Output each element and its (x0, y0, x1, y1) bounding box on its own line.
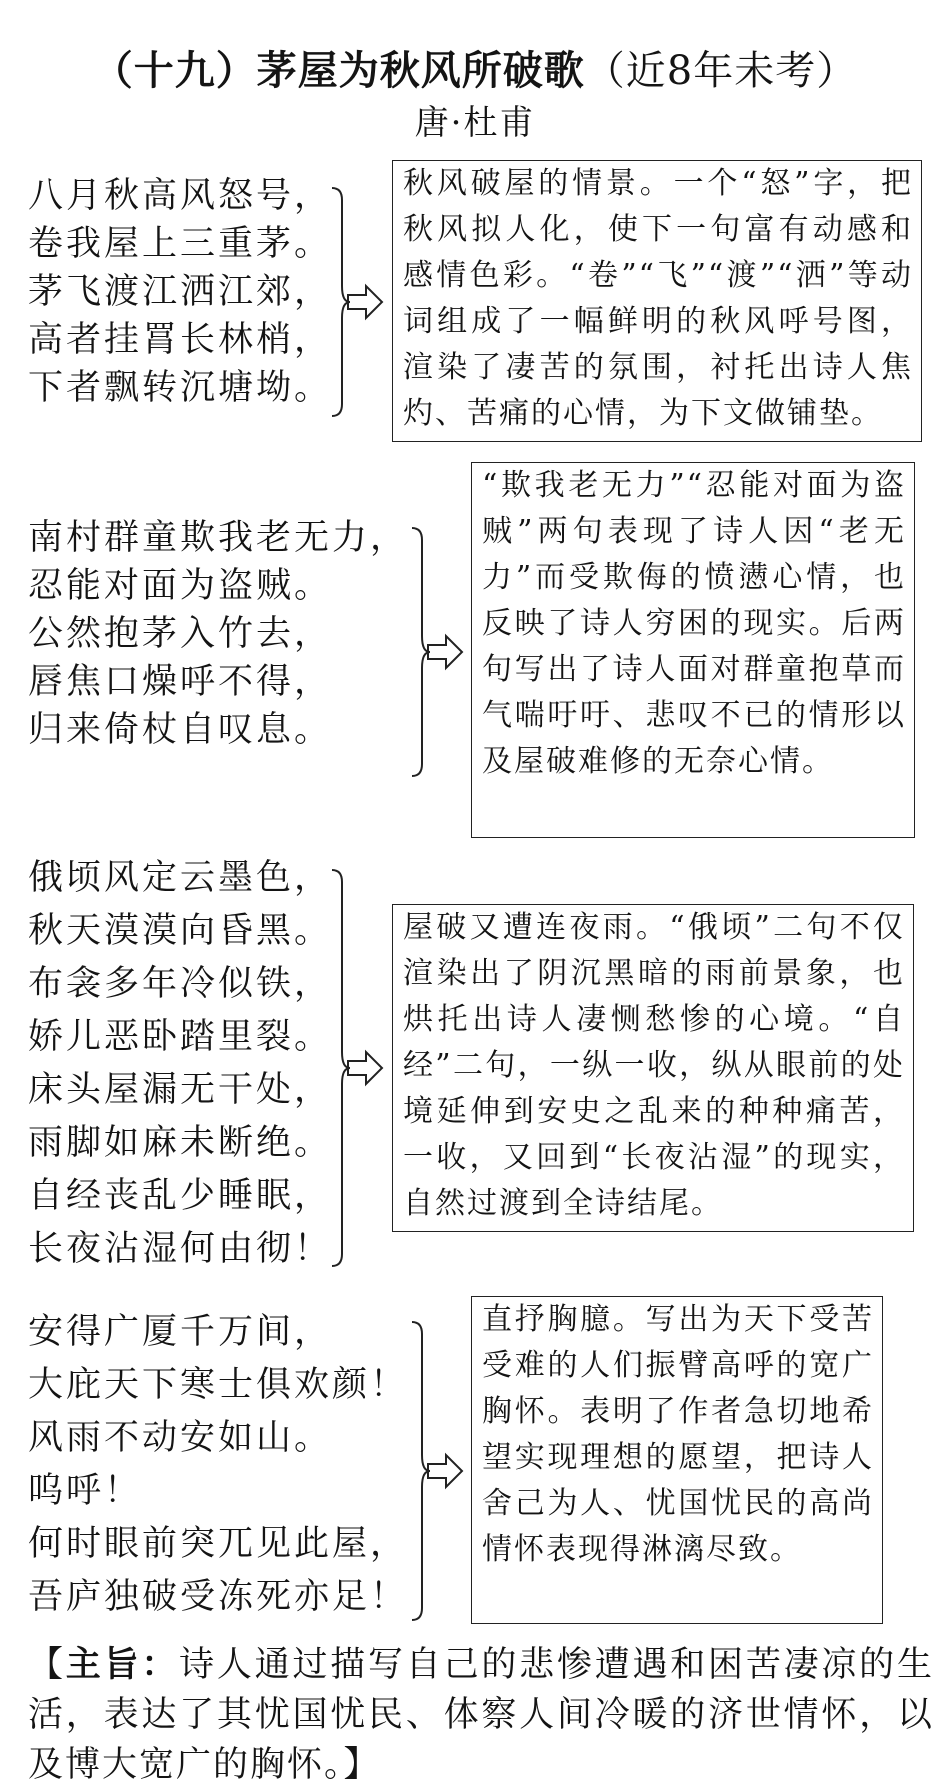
poem-line: 长夜沾湿何由彻！ (28, 1229, 333, 1269)
poem-line: 呜呼！ (28, 1471, 143, 1511)
annotation-box: 秋风破屋的情景。一个“怒”字，把秋风拟人化，使下一句富有动感和感情色彩。“卷”“飞”“渡”“洒”等动词组成了一幅鲜明的秋风呼号图，渲染了凄苦的氛围，衬托出诗人焦灼、苦痛的心情，为下文做铺垫。 (392, 160, 922, 442)
title-note: （近8年未考） (584, 48, 858, 94)
poem-line: 大庇天下寒士俱欢颜！ (28, 1365, 409, 1405)
theme-summary (28, 1640, 934, 1790)
poem-line: 南村群童欺我老无力， (28, 518, 409, 558)
poem-line: 秋天漠漠向昏黑。 (28, 911, 333, 951)
page-title (0, 46, 950, 96)
theme-open-bracket: 【 (28, 1645, 66, 1685)
theme-label: 主旨： (65, 1645, 180, 1685)
poem-line: 布衾多年冷似铁， (28, 964, 333, 1004)
poem-line: 雨脚如麻未断绝。 (28, 1123, 333, 1163)
brace-arrow-icon (330, 868, 390, 1270)
theme-close-bracket: 】 (343, 1745, 381, 1785)
poem-line: 何时眼前突兀见此屋， (28, 1524, 409, 1564)
brace-arrow-icon (330, 186, 390, 418)
poem-line: 俄顷风定云墨色， (28, 858, 333, 898)
poem-line: 公然抱茅入竹去， (28, 614, 333, 654)
brace-arrow-icon (410, 526, 470, 778)
poem-line: 下者飘转沉塘坳。 (28, 368, 333, 408)
poem-line: 自经丧乱少睡眠， (28, 1176, 333, 1216)
poem-line: 高者挂罥长林梢， (28, 320, 333, 360)
theme-text: 诗人通过描写自己的悲惨遭遇和困苦凄凉的生活，表达了其忧国忧民、体察人间冷暖的济世情怀，以及博大宽广的胸怀。 (28, 1645, 934, 1785)
poem-line: 归来倚杖自叹息。 (28, 710, 333, 750)
annotation-box: 屋破又遭连夜雨。“俄顷”二句不仅渲染出了阴沉黑暗的雨前景象，也烘托出诗人凄恻愁惨的心境。“自经”二句，一纵一收，纵从眼前的处境延伸到安史之乱来的种种痛苦，一收，又回到“长夜沾湿”的现实，自然过渡到全诗结尾。 (392, 904, 914, 1232)
brace-arrow-icon (410, 1320, 470, 1622)
poem-line: 床头屋漏无干处， (28, 1070, 333, 1110)
poem-line: 忍能对面为盗贼。 (28, 566, 333, 606)
poem-line: 吾庐独破受冻死亦足！ (28, 1577, 409, 1617)
poem-line: 风雨不动安如山。 (28, 1418, 333, 1458)
page-author: 唐·杜甫 (414, 103, 536, 143)
annotation-box: 直抒胸臆。写出为天下受苦受难的人们振臂高呼的宽广胸怀。表明了作者急切地希望实现理想的愿望，把诗人舍己为人、忧国忧民的高尚情怀表现得淋漓尽致。 (471, 1296, 883, 1624)
poem-line: 唇焦口燥呼不得， (28, 662, 333, 702)
poem-line: 娇儿恶卧踏里裂。 (28, 1017, 333, 1057)
title-main: （十九）茅屋为秋风所破歌 (92, 48, 585, 94)
poem-line: 卷我屋上三重茅。 (28, 224, 333, 264)
annotation-box: “欺我老无力”“忍能对面为盗贼”两句表现了诗人因“老无力”而受欺侮的愤懑心情，也反映了诗人穷困的现实。后两句写出了诗人面对群童抱草而气喘吁吁、悲叹不已的情形以及屋破难修的无奈心情。 (471, 462, 915, 838)
poem-line: 茅飞渡江洒江郊， (28, 272, 333, 312)
poem-line: 八月秋高风怒号， (28, 176, 333, 216)
poem-line: 安得广厦千万间， (28, 1312, 333, 1352)
